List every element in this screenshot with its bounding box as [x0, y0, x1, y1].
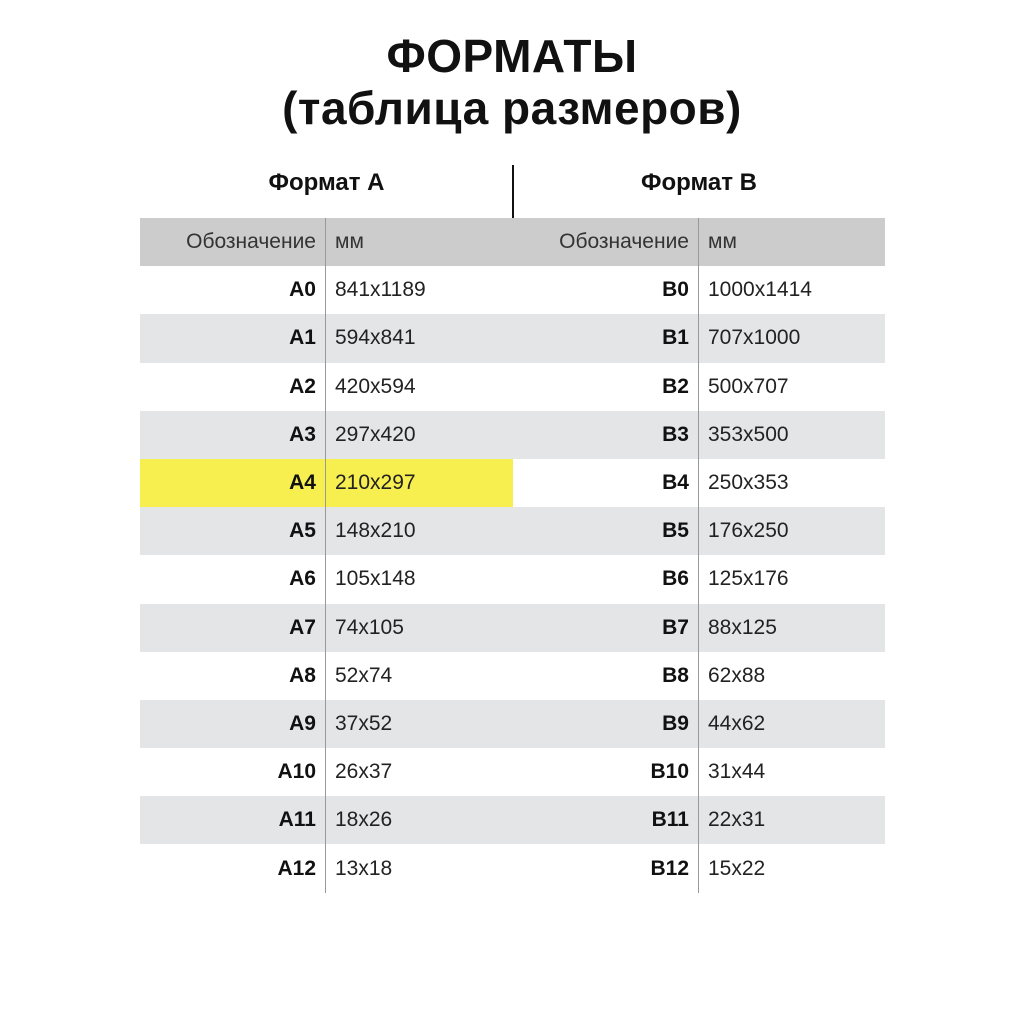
mm-column-header: мм — [335, 230, 364, 254]
table-row — [140, 700, 513, 748]
table-row — [513, 266, 885, 314]
format-code: B8 — [513, 652, 699, 700]
table-header-row — [140, 218, 513, 266]
size-mm: 841x1189 — [335, 278, 426, 302]
size-mm: 74x105 — [335, 615, 404, 639]
format-code: B12 — [513, 844, 699, 892]
size-mm: 31x44 — [708, 760, 766, 784]
format-code: B1 — [513, 314, 699, 362]
table-row — [140, 748, 513, 796]
size-mm: 210x297 — [335, 471, 416, 495]
size-tables — [140, 218, 885, 893]
table-row — [140, 555, 513, 603]
page-title-line1: ФОРМАТЫ — [386, 30, 638, 82]
format-code: A4 — [140, 459, 326, 507]
table-row — [513, 314, 885, 362]
size-mm: 44x62 — [708, 711, 766, 735]
format-code: A7 — [140, 604, 326, 652]
size-mm: 250x353 — [708, 471, 789, 495]
table-row — [140, 652, 513, 700]
size-mm: 52x74 — [335, 663, 393, 687]
size-mm: 13x18 — [335, 856, 393, 880]
table-row — [513, 844, 885, 892]
table-row — [513, 796, 885, 844]
format-code: A3 — [140, 411, 326, 459]
format-code: A8 — [140, 652, 326, 700]
format-code: B9 — [513, 700, 699, 748]
table-row — [513, 507, 885, 555]
size-mm: 148x210 — [335, 519, 416, 543]
table-row-highlighted-a4 — [140, 459, 513, 507]
format-code: A10 — [140, 748, 326, 796]
designation-column-header: Обозначение — [140, 218, 326, 266]
size-mm: 176x250 — [708, 519, 789, 543]
format-code: A12 — [140, 844, 326, 892]
size-mm: 15x22 — [708, 856, 766, 880]
format-code: A6 — [140, 555, 326, 603]
size-mm: 500x707 — [708, 374, 789, 398]
format-code: B7 — [513, 604, 699, 652]
table-header-row — [513, 218, 885, 266]
mm-column-header: мм — [708, 230, 737, 254]
format-code: A0 — [140, 266, 326, 314]
table-row — [513, 459, 885, 507]
format-a-table — [140, 218, 513, 893]
table-row — [513, 652, 885, 700]
table-row — [513, 700, 885, 748]
page-title — [0, 30, 1024, 134]
format-b-label: Формат В — [640, 169, 758, 196]
format-code: B5 — [513, 507, 699, 555]
size-mm: 37x52 — [335, 711, 393, 735]
table-row — [513, 604, 885, 652]
table-row — [513, 555, 885, 603]
format-b-table — [513, 218, 885, 893]
size-mm: 594x841 — [335, 326, 416, 350]
format-code: A5 — [140, 507, 326, 555]
size-mm: 62x88 — [708, 663, 766, 687]
size-mm: 297x420 — [335, 422, 416, 446]
format-code: B2 — [513, 363, 699, 411]
size-mm: 88x125 — [708, 615, 777, 639]
table-row — [513, 363, 885, 411]
size-mm: 420x594 — [335, 374, 416, 398]
table-row — [513, 411, 885, 459]
format-code: B11 — [513, 796, 699, 844]
table-row — [140, 844, 513, 892]
table-row — [140, 363, 513, 411]
size-mm: 353x500 — [708, 422, 789, 446]
size-mm: 105x148 — [335, 567, 416, 591]
format-code: A9 — [140, 700, 326, 748]
designation-column-header: Обозначение — [513, 218, 699, 266]
format-code: B3 — [513, 411, 699, 459]
format-code: B6 — [513, 555, 699, 603]
format-code: A1 — [140, 314, 326, 362]
size-mm: 707x1000 — [708, 326, 801, 350]
table-row — [140, 796, 513, 844]
format-a-label: Формат А — [268, 169, 385, 196]
table-row — [140, 314, 513, 362]
table-row — [513, 748, 885, 796]
format-code: B10 — [513, 748, 699, 796]
size-mm: 18x26 — [335, 808, 393, 832]
size-mm: 125x176 — [708, 567, 789, 591]
format-code: B4 — [513, 459, 699, 507]
table-row — [140, 604, 513, 652]
size-mm: 26x37 — [335, 760, 393, 784]
format-code: A2 — [140, 363, 326, 411]
page-title-line2: (таблица размеров) — [282, 82, 742, 134]
table-row — [140, 411, 513, 459]
table-row — [140, 266, 513, 314]
table-row — [140, 507, 513, 555]
format-code: B0 — [513, 266, 699, 314]
size-mm: 1000x1414 — [708, 278, 812, 302]
size-mm: 22x31 — [708, 808, 766, 832]
format-code: A11 — [140, 796, 326, 844]
